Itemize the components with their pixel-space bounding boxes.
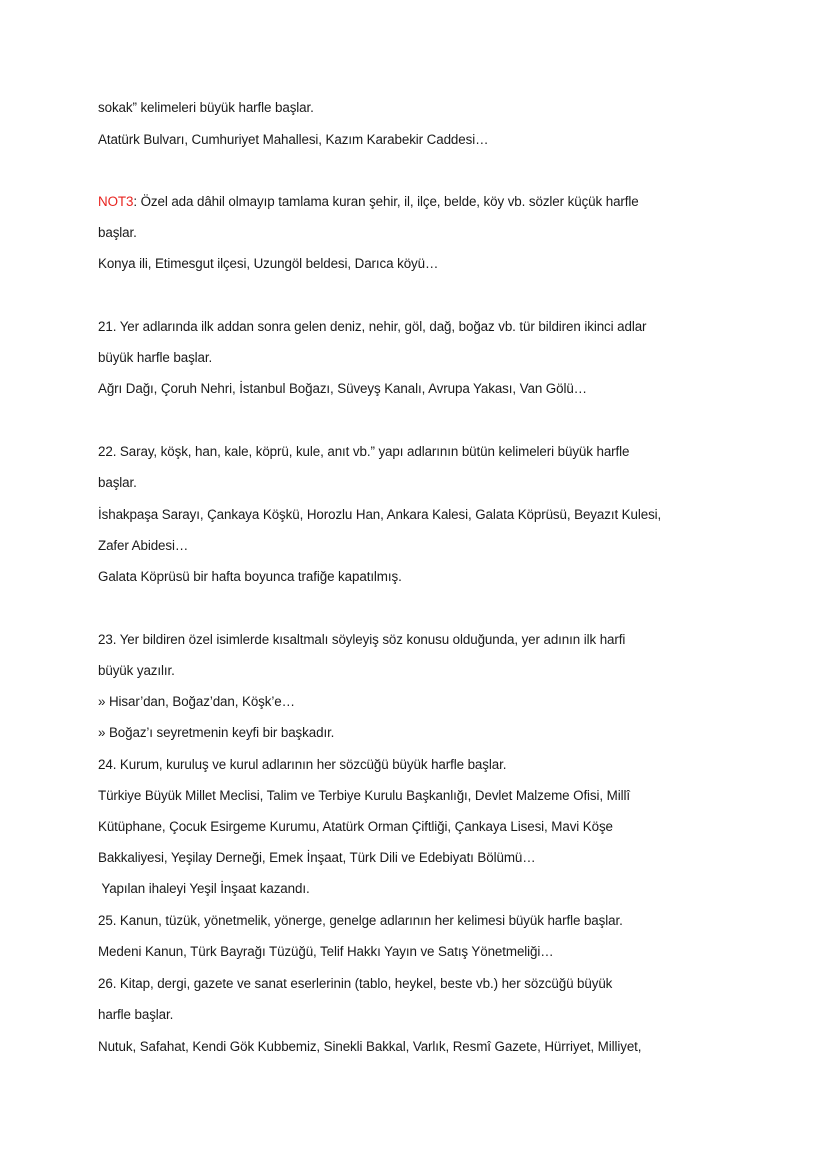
rule-21-example: Ağrı Dağı, Çoruh Nehri, İstanbul Boğazı, Süveyş Kanalı, Avrupa Yakası, Van Gölü…: [98, 381, 587, 396]
rule-24-example-continued-2: Bakkaliyesi, Yeşilay Derneği, Emek İnşaat, Türk Dili ve Edebiyatı Bölümü…: [98, 850, 536, 865]
rule-25-heading: 25. Kanun, tüzük, yönetmelik, yönerge, genelge adlarının her kelimesi büyük harfle başlar.: [98, 913, 623, 928]
rule-26-heading: 26. Kitap, dergi, gazete ve sanat eserlerinin (tablo, heykel, beste vb.) her sözcüğü büyük: [98, 976, 613, 991]
rule-24-sentence-example: Yapılan ihaleyi Yeşil İnşaat kazandı.: [98, 881, 310, 896]
rule-24-example: Türkiye Büyük Millet Meclisi, Talim ve Terbiye Kurulu Başkanlığı, Devlet Malzeme Ofisi, Millî: [98, 788, 630, 803]
note3-text: : Özel ada dâhil olmayıp tamlama kuran şehir, il, ilçe, belde, köy vb. sözler küçük harfle: [133, 194, 639, 209]
rule-23-heading-continued: büyük yazılır.: [98, 663, 175, 678]
rule-20-continuation-text: sokak” kelimeleri büyük harfle başlar.: [98, 100, 314, 115]
rule-24-heading: 24. Kurum, kuruluş ve kurul adlarının her sözcüğü büyük harfle başlar.: [98, 757, 507, 772]
rule-26-heading-continued: harfle başlar.: [98, 1007, 174, 1022]
rule-23-heading: 23. Yer bildiren özel isimlerde kısaltmalı söyleyiş söz konusu olduğunda, yer adının ilk harfi: [98, 632, 626, 647]
rule-26-example: Nutuk, Safahat, Kendi Gök Kubbemiz, Sinekli Bakkal, Varlık, Resmî Gazete, Hürriyet, Milliyet,: [98, 1039, 642, 1054]
rule-21-heading-continued: büyük harfle başlar.: [98, 350, 213, 365]
rule-21-heading: 21. Yer adlarında ilk addan sonra gelen deniz, nehir, göl, dağ, boğaz vb. tür bildiren ikinci adlar: [98, 319, 647, 334]
note3-example: Konya ili, Etimesgut ilçesi, Uzungöl beldesi, Darıca köyü…: [98, 256, 439, 271]
rule-25-example: Medeni Kanun, Türk Bayrağı Tüzüğü, Telif Hakkı Yayın ve Satış Yönetmeliği…: [98, 944, 554, 959]
rule-23-example-2: » Boğaz’ı seyretmenin keyfi bir başkadır.: [98, 725, 335, 740]
note3-line: [98, 193, 639, 211]
rule-22-example-continued: Zafer Abidesi…: [98, 538, 189, 553]
rule-22-example: İshakpaşa Sarayı, Çankaya Köşkü, Horozlu Han, Ankara Kalesi, Galata Köprüsü, Beyazıt Kulesi,: [98, 507, 662, 522]
rule-23-example-1: » Hisar’dan, Boğaz’dan, Köşk’e…: [98, 694, 295, 709]
note3-text-continued: başlar.: [98, 225, 137, 240]
rule-24-example-continued-1: Kütüphane, Çocuk Esirgeme Kurumu, Atatürk Orman Çiftliği, Çankaya Lisesi, Mavi Köşe: [98, 819, 613, 834]
rule-22-heading: 22. Saray, köşk, han, kale, köprü, kule, anıt vb.” yapı adlarının bütün kelimeleri büyük harfle: [98, 444, 630, 459]
rule-22-heading-continued: başlar.: [98, 475, 137, 490]
rule-20-example: Atatürk Bulvarı, Cumhuriyet Mahallesi, Kazım Karabekir Caddesi…: [98, 132, 489, 147]
rule-22-sentence-example: Galata Köprüsü bir hafta boyunca trafiğe kapatılmış.: [98, 569, 402, 584]
note3-label: NOT3: [98, 194, 134, 209]
